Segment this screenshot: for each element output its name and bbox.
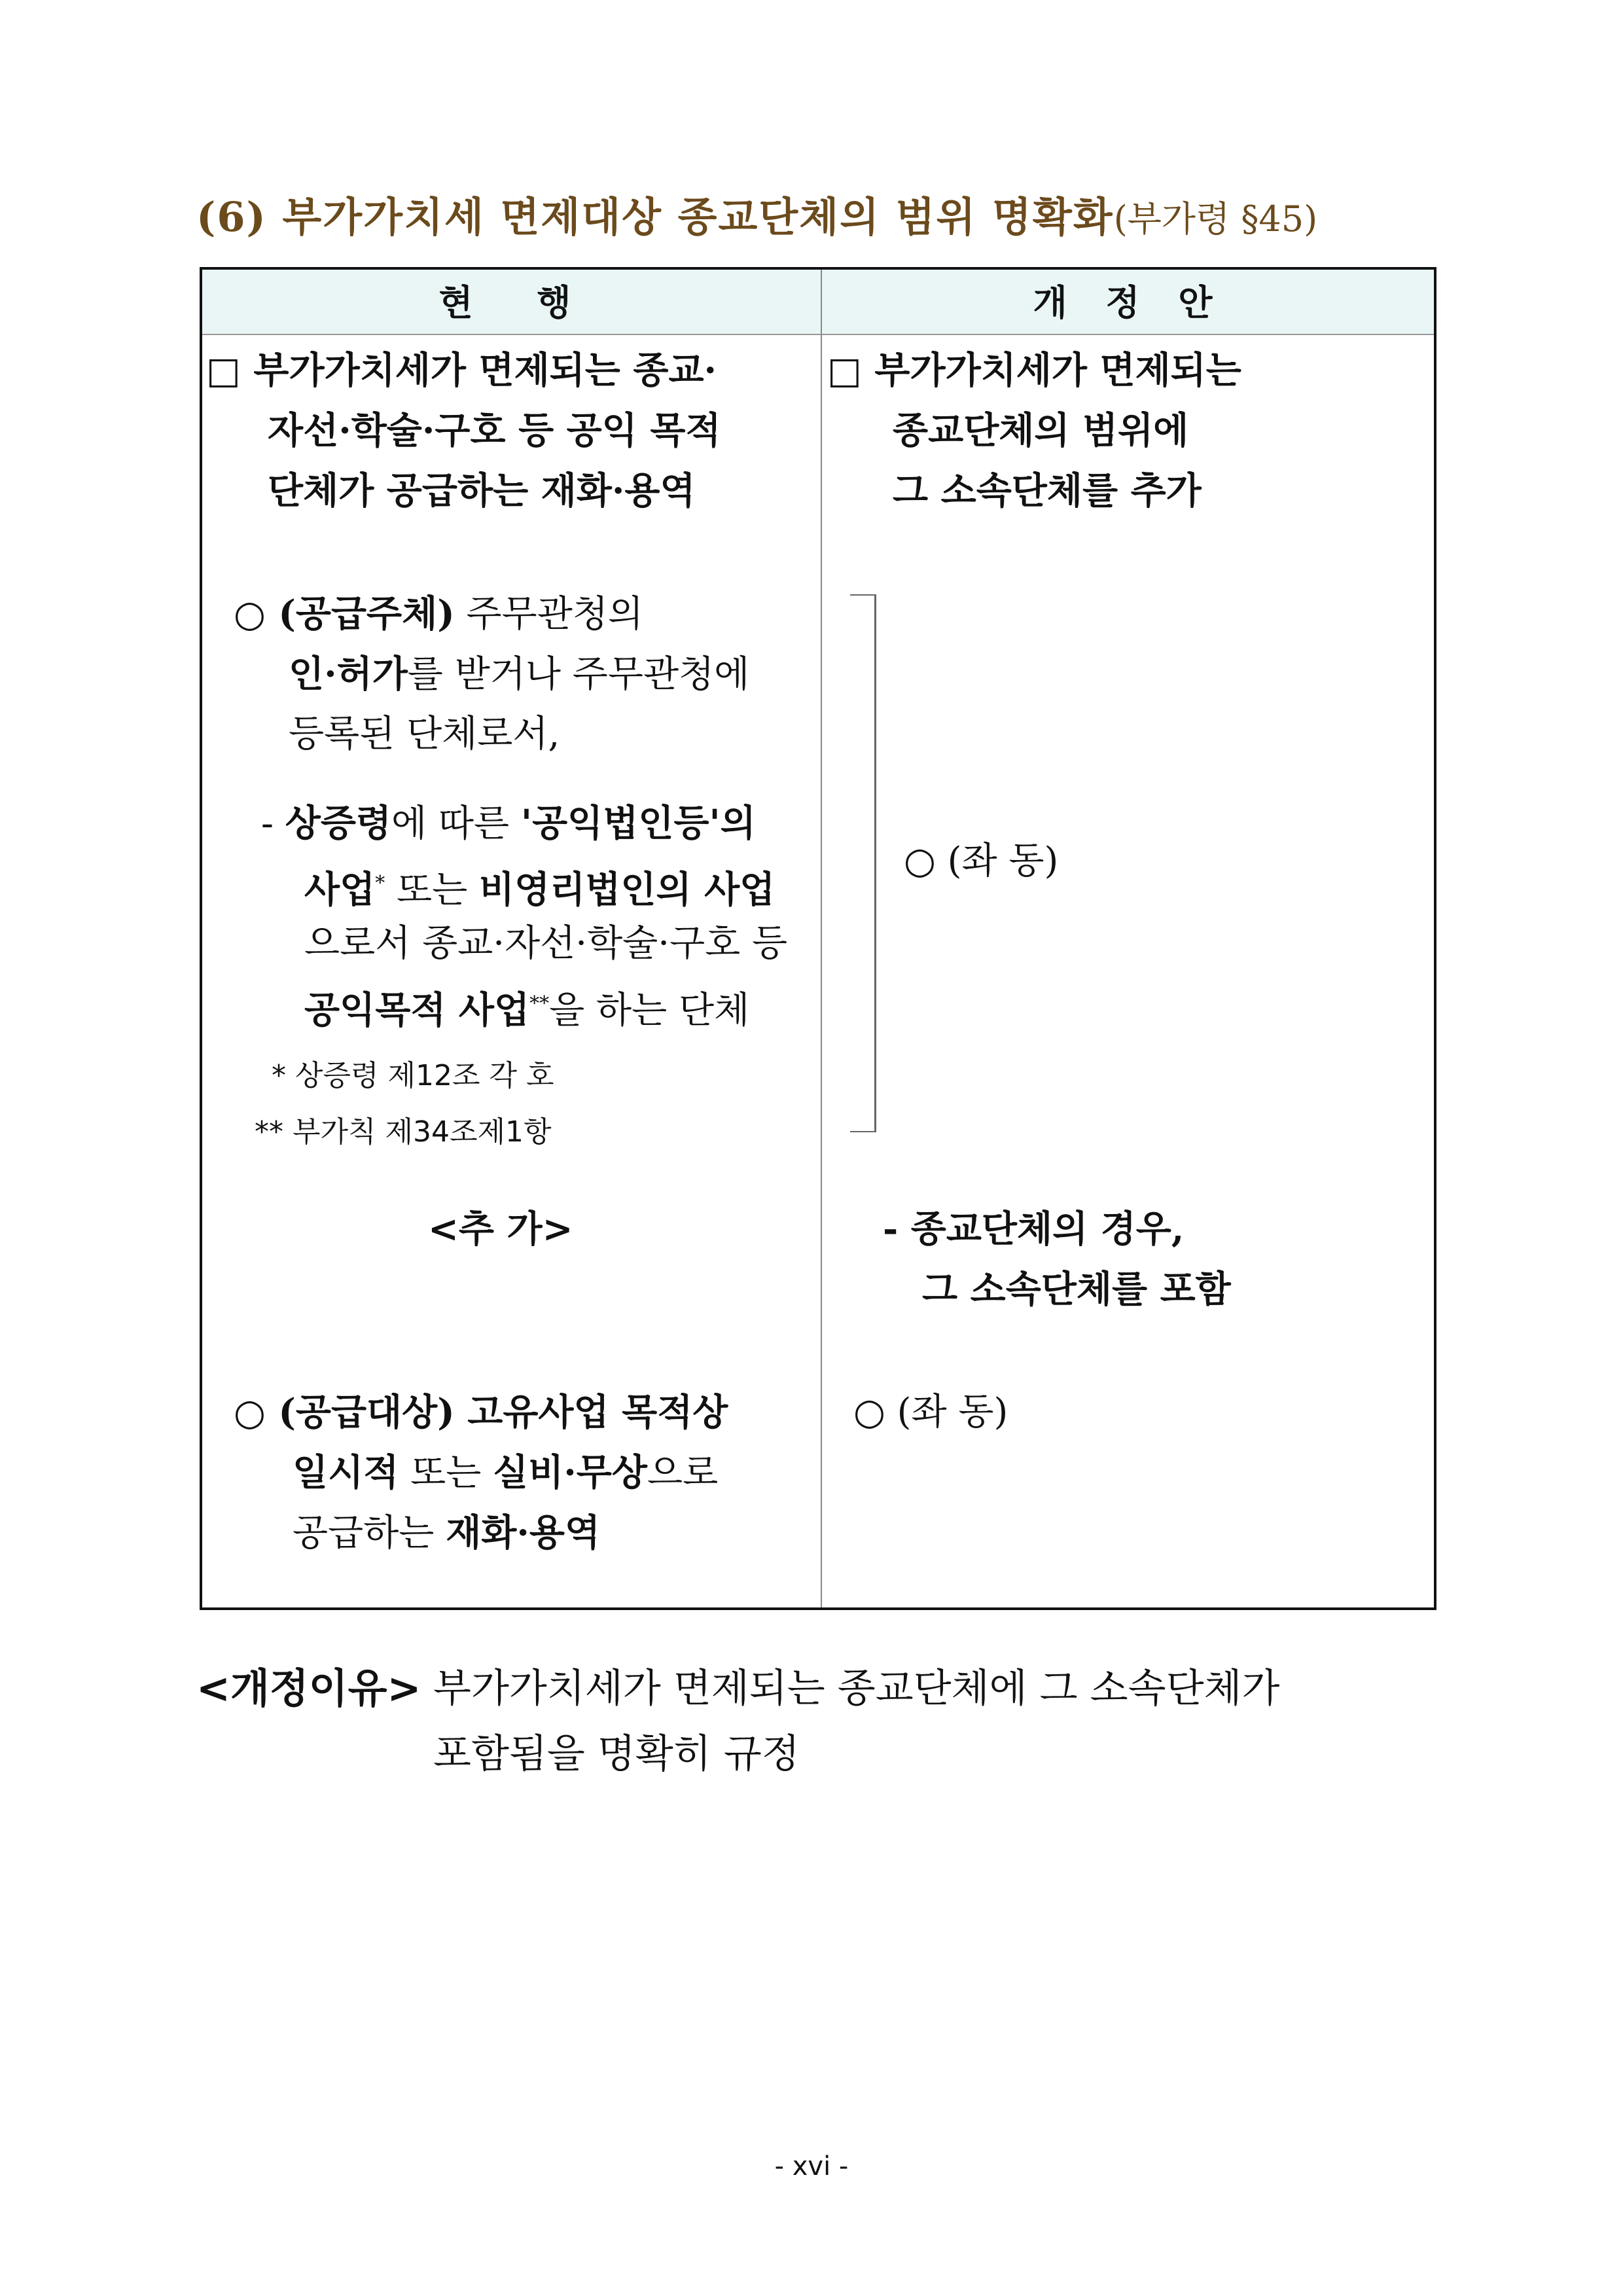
object-ttoneun: 또는 [399,1452,493,1494]
section-title-ref: (부가령 §45) [1113,198,1318,240]
dash-saeop: 사업 [304,868,376,912]
current-item1-line1: □ 부가가치세가 면제되는 종교· [206,349,717,392]
header-current: 현 행 [438,281,584,323]
dash-ttoneun: 또는 [385,869,479,912]
footnote-mark-1: * [375,872,385,895]
footnote-2: ** 부가칙 제34조제1항 [255,1115,552,1149]
supplier-line2-rest: 를 받거나 주무관청에 [407,653,750,696]
current-supplier-line2 [289,644,749,705]
supplier-line1-rest: 주무관청의 [454,593,644,636]
table-header [202,270,1434,335]
revised-dash-line2: 그 소속단체를 포함 [922,1268,1231,1311]
object-jaehwa: 재화·용역 [446,1511,601,1554]
revised-same-1: ○ (좌 동) [904,840,1059,882]
current-object-line1: ○ (공급대상) 고유사업 목적상 [234,1391,728,1434]
current-item1-line3: 단체가 공급하는 재화·용역 [268,469,696,512]
current-dash-line4 [304,974,749,1041]
section-title [196,185,1317,243]
range-bracket [850,594,876,1132]
dash-gongikmokjeok: 공익목적 사업 [304,988,530,1032]
object-silbi: 실비·무상 [493,1451,647,1494]
object-ilsijeok: 일시적 [293,1451,399,1494]
dash-sangjeung: 상증령 [285,802,392,845]
footnote-1: * 상증령 제12조 각 호 [272,1059,554,1092]
footnote-mark-2: ** [529,992,550,1015]
current-dash-line3: 으로서 종교·자선·학술·구호 등 [304,922,788,965]
current-supplier-line1 [234,584,643,645]
current-object-line3 [293,1503,600,1564]
current-dash-line2 [304,853,775,921]
current-item1-line2: 자선·학술·구호 등 공익 목적 [268,409,721,452]
revised-same-2: ○ (좌 동) [853,1391,1008,1433]
dash-gongik: '공익법인등'의 [520,802,756,845]
dash-ttareun: 에 따른 [391,802,521,845]
object-euro: 으로 [647,1452,719,1494]
supplier-line2-bold: 인·허가 [289,653,408,696]
header-revised: 개 정 안 [1033,281,1226,323]
revised-item1-line2: 종교단체의 범위에 [893,409,1189,452]
reason-line1: 부가가치세가 면제되는 종교단체에 그 소속단체가 [433,1666,1280,1712]
page-number: - xvi - [774,2151,849,2181]
revised-dash-line1: - 종교단체의 경우, [883,1208,1185,1251]
comparison-table [200,267,1436,1610]
reason-line2: 포함됨을 명확히 규정 [433,1731,800,1777]
current-object-line2 [293,1443,718,1503]
column-divider [821,270,822,1607]
revised-item1-line1: □ 부가가치세가 면제되는 [827,349,1241,392]
current-added: <추 가> [428,1208,573,1251]
object-gonggeuphaneun: 공급하는 [293,1512,446,1554]
reason-label: <개정이유> [196,1664,421,1712]
dash-mark: - [261,802,285,845]
current-dash-line1 [261,793,756,854]
revised-item1-line3: 그 소속단체를 추가 [893,469,1202,512]
supplier-label: ○ (공급주체) [234,592,455,636]
dash-biyeongri: 비영리법인의 사업 [479,868,776,912]
dash-haneun: 을 하는 단체 [549,989,750,1032]
section-title-main: (6) 부가가치세 면제대상 종교단체의 범위 명확화 [196,193,1114,241]
current-supplier-line3: 등록된 단체로서, [289,713,560,755]
